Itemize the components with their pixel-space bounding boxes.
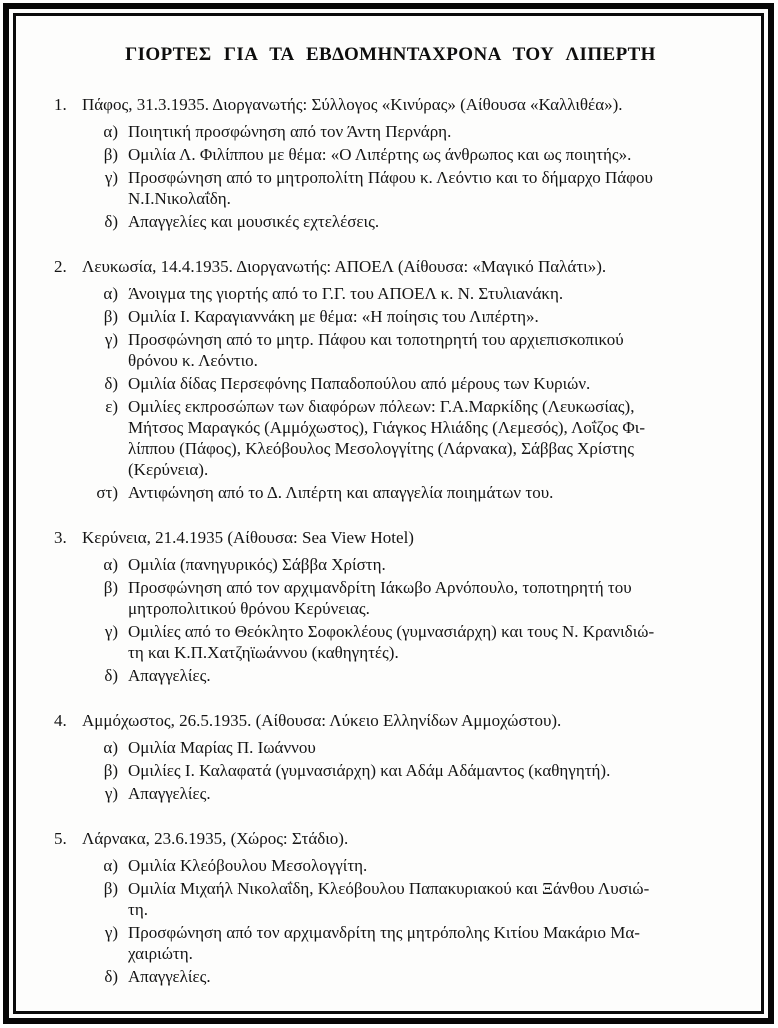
item-text-line: Άνοιγμα της γιορτής από το Γ.Γ. του ΑΠΟΕΛ κ. Ν. Στυλιανάκη.	[128, 284, 564, 303]
event-title: Πάφος, 31.3.1935. Διοργανωτής: Σύλλογος «Κινύρας» (Αίθουσα «Καλλιθέα»).	[82, 95, 623, 114]
item-text-line: Προσφώνηση από το μητρ. Πάφου και τοποτηρητή του αρχιεπισκοπικού	[128, 330, 624, 349]
item-text	[128, 783, 735, 804]
item-text-line: Ομιλία Μαρίας Π. Ιωάννου	[128, 738, 316, 757]
item-text-line: Ομιλία (πανηγυρικός) Σάββα Χρίστη.	[128, 555, 386, 574]
item-text-line: Απαγγελίες.	[128, 967, 211, 986]
list-item	[86, 878, 735, 920]
list-item	[86, 665, 735, 686]
event-section	[46, 828, 735, 987]
list-item	[86, 373, 735, 394]
item-text-line: λίππου (Πάφος), Κλεόβουλος Μεσολογγίτης (Λάρνακα), Σάββας Χρίστης	[128, 439, 635, 458]
item-label: δ)	[104, 967, 118, 986]
item-label: β)	[103, 145, 118, 164]
list-item	[86, 482, 735, 503]
list-item	[86, 577, 735, 619]
item-text	[128, 577, 735, 619]
event-section	[46, 710, 735, 804]
item-text	[128, 306, 735, 327]
list-item	[86, 760, 735, 781]
item-text-line: τη και Κ.Π.Χατζηϊωάννου (καθηγητές).	[128, 643, 399, 662]
item-text	[128, 760, 735, 781]
list-item	[86, 737, 735, 758]
document-content	[16, 16, 761, 987]
list-item	[86, 922, 735, 964]
item-label: στ)	[96, 483, 118, 502]
page-title: ΓΙΟΡΤΕΣ ΓΙΑ ΤΑ ΕΒΔΟΜΗΝΤΑΧΡΟΝΑ ΤΟΥ ΛΙΠΕΡΤΗ	[125, 44, 656, 65]
event-header	[46, 527, 735, 548]
item-text	[128, 283, 735, 304]
item-label: α)	[103, 284, 118, 303]
event-number: 5.	[54, 829, 67, 848]
item-label: γ)	[104, 622, 118, 641]
page-frame-inner	[13, 13, 764, 1014]
list-item	[86, 121, 735, 142]
event-number: 3.	[54, 528, 67, 547]
event-items	[86, 737, 735, 804]
item-text-line: τη.	[128, 900, 148, 919]
item-text-line: (Κερύνεια).	[128, 460, 209, 479]
list-item	[86, 144, 735, 165]
item-text	[128, 855, 735, 876]
item-label: β)	[103, 307, 118, 326]
event-header	[46, 94, 735, 115]
event-items	[86, 283, 735, 503]
list-item	[86, 396, 735, 480]
item-text	[128, 621, 735, 663]
item-text-line: Ομιλίες Ι. Καλαφατά (γυμνασιάρχη) και Αδάμ Αδάμαντος (καθηγητή).	[128, 761, 611, 780]
event-section	[46, 94, 735, 232]
list-item	[86, 621, 735, 663]
item-text-line: Προσφώνηση από τον αρχιμανδρίτη της μητρόπολης Κιτίου Μακάριο Μα-	[128, 923, 640, 942]
item-label: ε)	[105, 397, 118, 416]
item-text	[128, 966, 735, 987]
item-label: α)	[103, 122, 118, 141]
page-frame-outer	[3, 3, 774, 1024]
item-text-line: Ομιλίες εκπροσώπων των διαφόρων πόλεων: Γ.Α.Μαρκίδης (Λευκωσίας),	[128, 397, 635, 416]
event-section	[46, 256, 735, 503]
list-item	[86, 554, 735, 575]
item-text	[128, 554, 735, 575]
item-label: δ)	[104, 374, 118, 393]
event-header	[46, 710, 735, 731]
item-text-line: μητροπολιτικού θρόνου Κερύνειας.	[128, 599, 370, 618]
list-item	[86, 211, 735, 232]
item-text	[128, 665, 735, 686]
event-header	[46, 256, 735, 277]
list-item	[86, 167, 735, 209]
item-text-line: Απαγγελίες και μουσικές εχτελέσεις.	[128, 212, 380, 231]
event-title: Λάρνακα, 23.6.1935, (Χώρος: Στάδιο).	[82, 829, 349, 848]
item-text	[128, 373, 735, 394]
item-label: β)	[103, 879, 118, 898]
event-header	[46, 828, 735, 849]
item-text-line: Ν.Ι.Νικολαΐδη.	[128, 189, 231, 208]
item-text-line: Προσφώνηση από το μητροπολίτη Πάφου κ. Λεόντιο και το δήμαρχο Πάφου	[128, 168, 653, 187]
item-text-line: Αντιφώνηση από το Δ. Λιπέρτη και απαγγελία ποιημάτων του.	[128, 483, 554, 502]
item-text-line: Μήτσος Μαραγκός (Αμμόχωστος), Γιάγκος Ηλιάδης (Λεμεσός), Λοΐζος Φι-	[128, 418, 646, 437]
item-label: α)	[103, 555, 118, 574]
item-text	[128, 482, 735, 503]
event-number: 1.	[54, 95, 67, 114]
event-number: 2.	[54, 257, 67, 276]
list-item	[86, 966, 735, 987]
list-item	[86, 855, 735, 876]
item-text-line: Ομιλίες από το Θεόκλητο Σοφοκλέους (γυμνασιάρχη) και τους Ν. Κρανιδιώ-	[128, 622, 655, 641]
item-label: δ)	[104, 212, 118, 231]
event-title: Κερύνεια, 21.4.1935 (Αίθουσα: Sea View Hotel)	[82, 528, 414, 547]
events-list	[46, 94, 735, 987]
event-items	[86, 121, 735, 232]
item-label: α)	[103, 738, 118, 757]
item-text	[128, 167, 735, 209]
item-text-line: Προσφώνηση από τον αρχιμανδρίτη Ιάκωβο Αρνόπουλο, τοποτηρητή του	[128, 578, 632, 597]
item-label: β)	[103, 761, 118, 780]
item-text-line: Ομιλία Λ. Φιλίππου με θέμα: «Ο Λιπέρτης ως άνθρωπος και ως ποιητής».	[128, 145, 632, 164]
item-label: γ)	[104, 168, 118, 187]
item-label: γ)	[104, 784, 118, 803]
event-items	[86, 554, 735, 686]
item-text	[128, 878, 735, 920]
item-text-line: χαιριώτη.	[128, 944, 193, 963]
item-label: β)	[103, 578, 118, 597]
list-item	[86, 283, 735, 304]
list-item	[86, 329, 735, 371]
event-title: Αμμόχωστος, 26.5.1935. (Αίθουσα: Λύκειο Ελληνίδων Αμμοχώστου).	[82, 711, 562, 730]
item-label: γ)	[104, 330, 118, 349]
item-text	[128, 121, 735, 142]
item-text-line: Ομιλία Κλεόβουλου Μεσολογγίτη.	[128, 856, 368, 875]
item-label: δ)	[104, 666, 118, 685]
item-label: α)	[103, 856, 118, 875]
item-text-line: Απαγγελίες.	[128, 784, 211, 803]
item-text	[128, 737, 735, 758]
item-text	[128, 329, 735, 371]
item-text-line: θρόνου κ. Λεόντιο.	[128, 351, 258, 370]
event-items	[86, 855, 735, 987]
item-text-line: Ομιλία Μιχαήλ Νικολαΐδη, Κλεόβουλου Παπακυριακού και Ξάνθου Λυσιώ-	[128, 879, 650, 898]
event-number: 4.	[54, 711, 67, 730]
item-text-line: Απαγγελίες.	[128, 666, 211, 685]
list-item	[86, 306, 735, 327]
item-text	[128, 211, 735, 232]
event-section	[46, 527, 735, 686]
item-text-line: Ποιητική προσφώνηση από τον Άντη Περνάρη.	[128, 122, 452, 141]
item-text	[128, 396, 735, 480]
item-text	[128, 144, 735, 165]
item-label: γ)	[104, 923, 118, 942]
item-text-line: Ομιλία δίδας Περσεφόνης Παπαδοπούλου από μέρους των Κυριών.	[128, 374, 591, 393]
item-text-line: Ομιλία Ι. Καραγιαννάκη με θέμα: «Η ποίησις του Λιπέρτη».	[128, 307, 539, 326]
event-title: Λευκωσία, 14.4.1935. Διοργανωτής: ΑΠΟΕΛ (Αίθουσα: «Μαγικό Παλάτι»).	[82, 257, 607, 276]
item-text	[128, 922, 735, 964]
list-item	[86, 783, 735, 804]
